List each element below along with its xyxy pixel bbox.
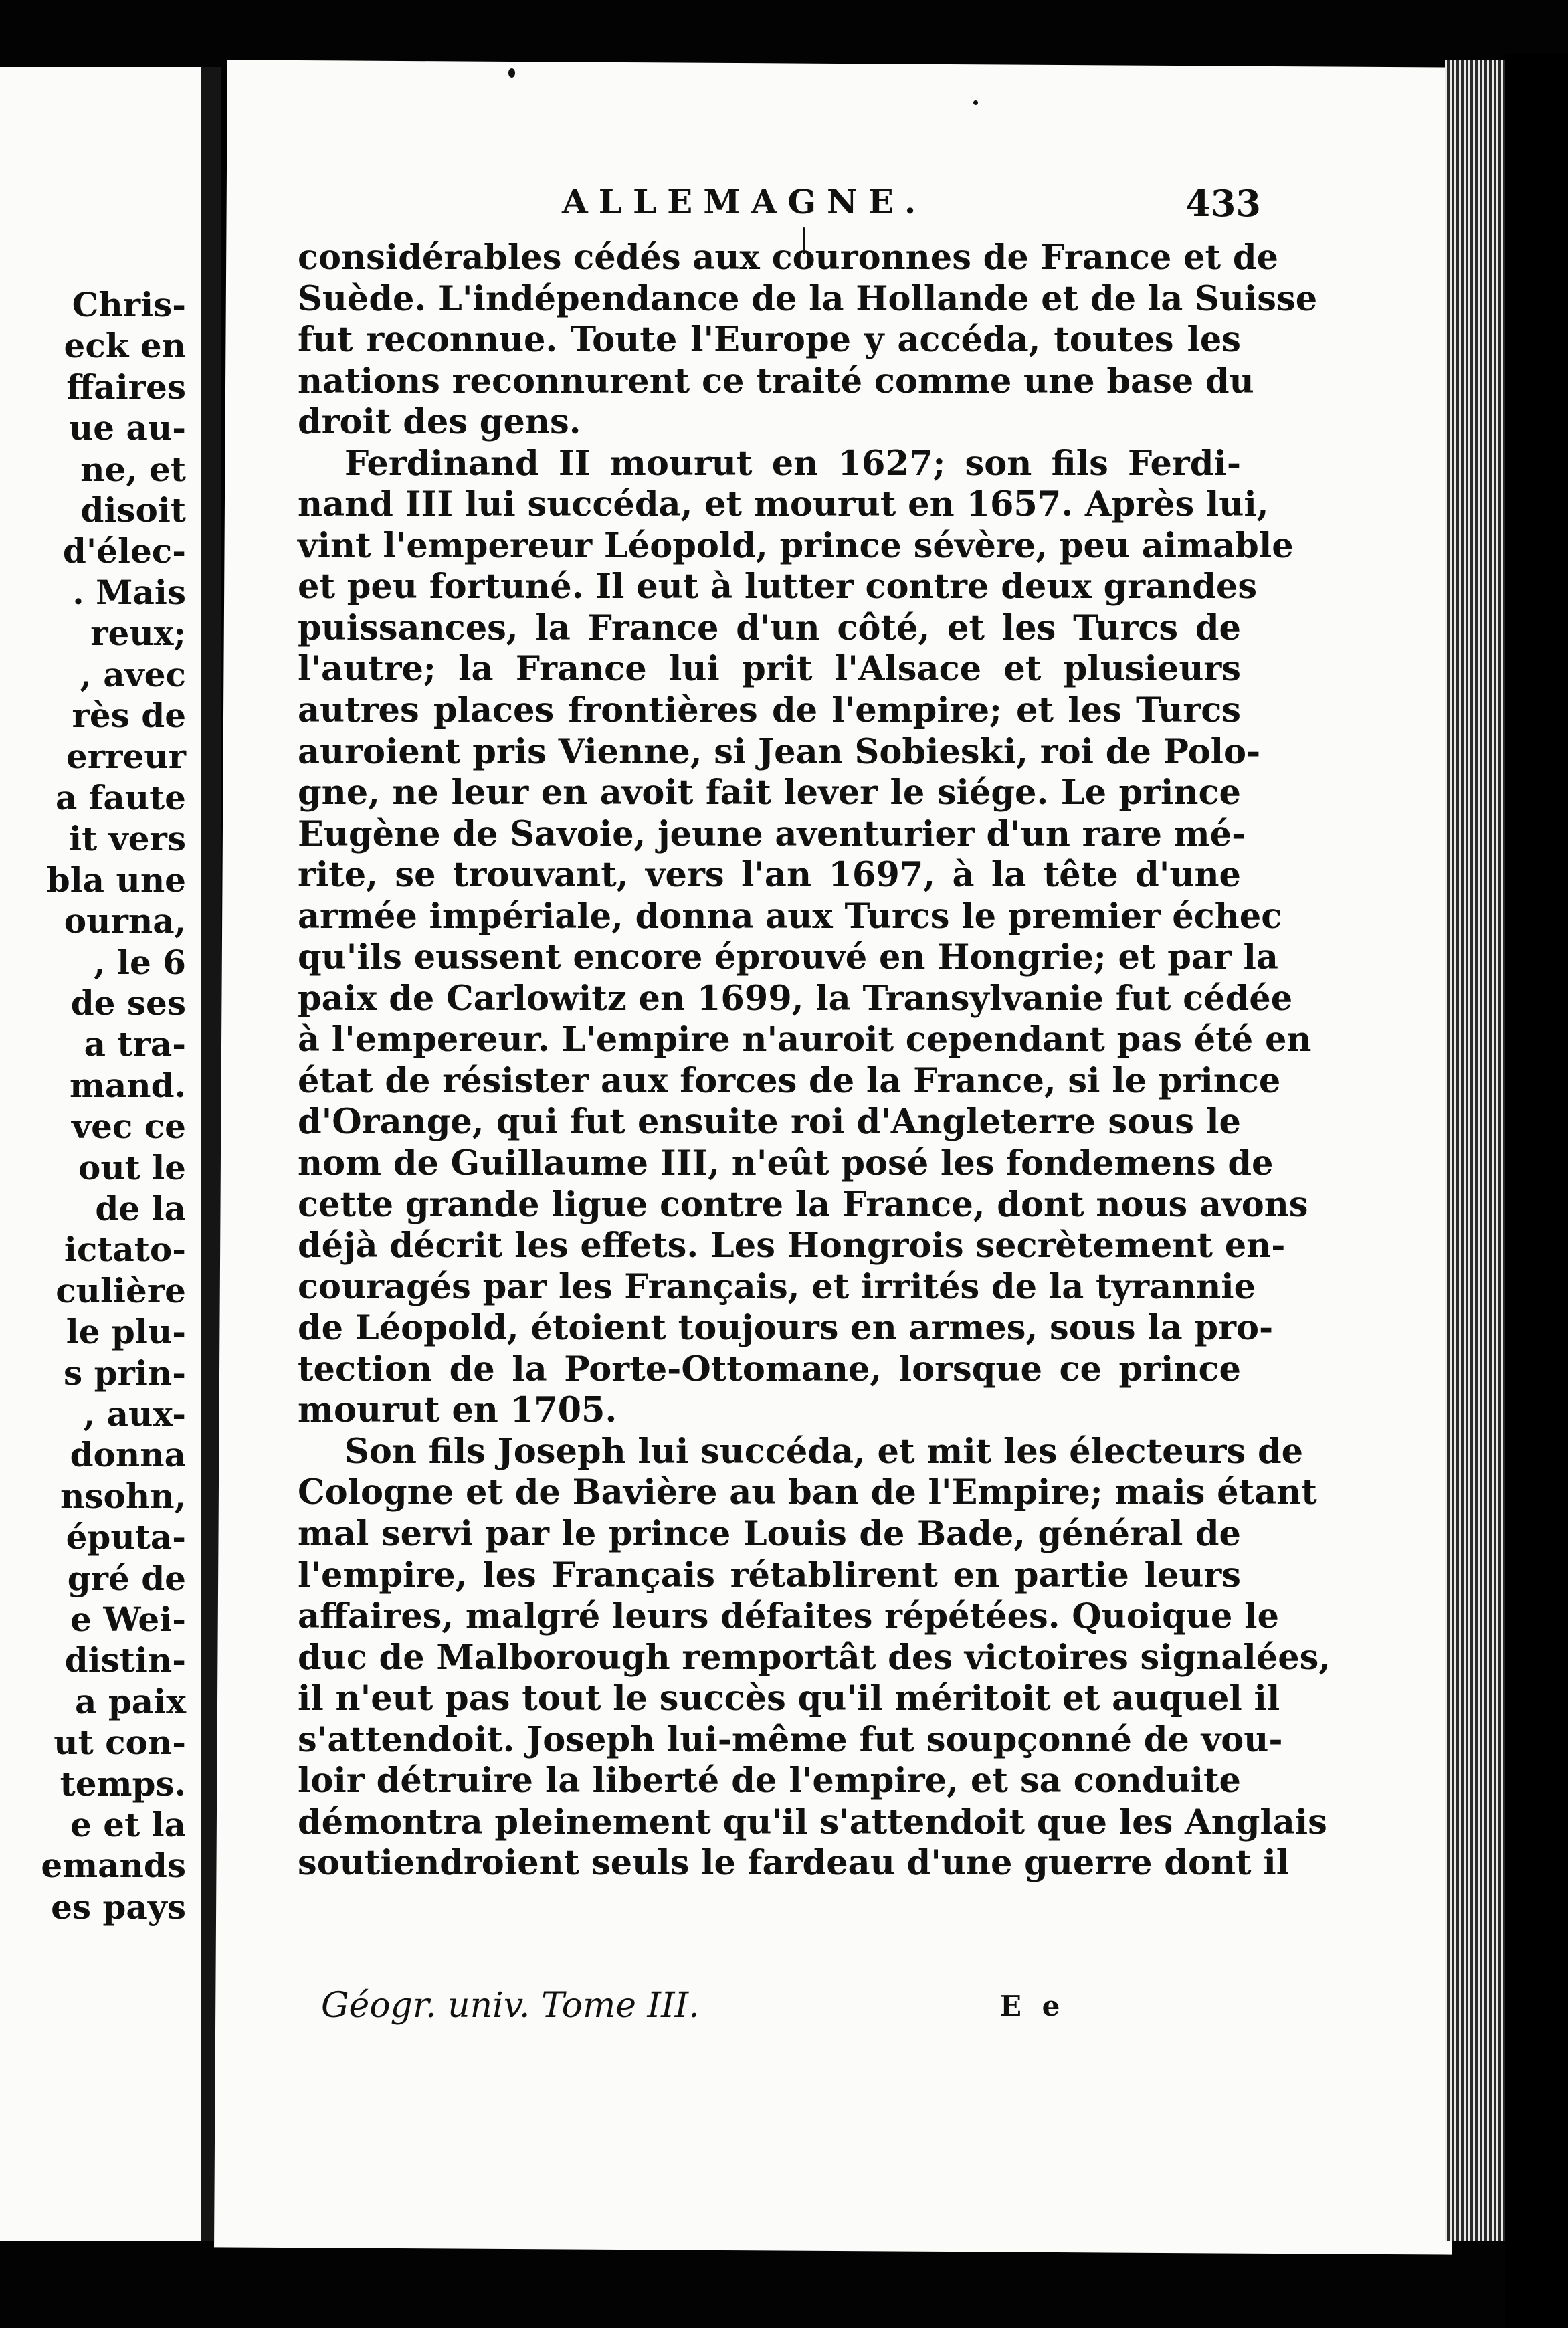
text-line: armée impériale, donna aux Turcs le premier échec bbox=[298, 896, 1282, 937]
text-line: auroient pris Vienne, si Jean Sobieski, roi de Polo- bbox=[298, 731, 1261, 772]
ink-speck bbox=[973, 100, 978, 105]
text-line: vint l'empereur Léopold, prince sévère, peu aimable bbox=[298, 525, 1294, 566]
text-line: considérables cédés aux couronnes de France et de bbox=[298, 237, 1278, 278]
text-line: affaires, malgré leurs défaites répétées. Quoique le bbox=[298, 1596, 1279, 1637]
text-line: paix de Carlowitz en 1699, la Transylvanie fut cédée bbox=[298, 978, 1293, 1019]
ink-speck bbox=[508, 68, 515, 78]
text-line: nom de Guillaume III, n'eût posé les fondemens de bbox=[298, 1143, 1274, 1184]
footer-title: Géogr. univ. Tome III. bbox=[321, 1985, 700, 2026]
text-line: autres places frontières de l'empire; et les Turcs bbox=[298, 690, 1241, 731]
text-line: à l'empereur. L'empire n'auroit cependant pas été en bbox=[298, 1020, 1312, 1060]
text-line: gne, ne leur en avoit fait lever le siége. Le prince bbox=[298, 773, 1241, 813]
left-page-line: temps. bbox=[60, 1763, 186, 1804]
paragraph-first-line: Ferdinand II mourut en 1627; son fils Ferdi- bbox=[345, 443, 1241, 484]
page-footer bbox=[321, 1985, 1191, 2032]
left-page-line: distin- bbox=[64, 1640, 186, 1680]
text-line: soutiendroient seuls le fardeau d'une guerre dont il bbox=[298, 1843, 1290, 1884]
page-body bbox=[298, 237, 1331, 1884]
left-page-line: it vers bbox=[69, 819, 186, 859]
paragraph-end-line: mourut en 1705. bbox=[298, 1390, 617, 1431]
left-page-line: de la bbox=[95, 1188, 186, 1228]
left-page-line: ourna, bbox=[64, 901, 186, 941]
left-page-text bbox=[41, 284, 186, 1927]
left-page-line: culière bbox=[56, 1270, 186, 1311]
text-line: l'empire, les Français rétablirent en partie leurs bbox=[298, 1555, 1241, 1595]
left-page-line: . Mais bbox=[72, 572, 186, 612]
left-page-line: , avec bbox=[80, 654, 186, 694]
text-line: et peu fortuné. Il eut à lutter contre deux grandes bbox=[298, 567, 1258, 607]
text-line: qu'ils eussent encore éprouvé en Hongrie; et par la bbox=[298, 937, 1278, 978]
left-page-line: ictato- bbox=[64, 1230, 186, 1270]
left-page-line: bla une bbox=[46, 860, 186, 900]
text-line: puissances, la France d'un côté, et les Turcs de bbox=[298, 607, 1241, 648]
text-line: loir détruire la liberté de l'empire, et sa conduite bbox=[298, 1761, 1241, 1802]
left-page-line: rès de bbox=[72, 696, 186, 736]
left-page-line: e et la bbox=[70, 1805, 186, 1845]
left-page-line: gré de bbox=[67, 1558, 186, 1598]
left-page-line: , le 6 bbox=[94, 942, 186, 982]
left-page-line: ue au- bbox=[68, 408, 186, 448]
running-head: ALLEMAGNE. bbox=[562, 182, 927, 221]
text-line: Eugène de Savoie, jeune aventurier d'un rare mé- bbox=[298, 813, 1246, 854]
left-page-line: reux; bbox=[90, 613, 186, 654]
left-page-line: erreur bbox=[66, 737, 186, 777]
left-page-line: s prin- bbox=[64, 1353, 186, 1393]
paragraph-end-line: droit des gens. bbox=[298, 402, 581, 443]
text-line: nations reconnurent ce traité comme une base du bbox=[298, 361, 1254, 401]
page-edges bbox=[1445, 60, 1505, 2241]
text-line: cette grande ligue contre la France, dont nous avons bbox=[298, 1184, 1308, 1225]
scan-background-edge bbox=[1505, 54, 1568, 2328]
left-page-line: éputa- bbox=[66, 1517, 186, 1557]
left-page-line: de ses bbox=[70, 983, 186, 1023]
left-page-line: emands bbox=[41, 1846, 186, 1886]
left-page-line: e Wei- bbox=[70, 1599, 186, 1639]
text-line: déjà décrit les effets. Les Hongrois secrètement en- bbox=[298, 1226, 1286, 1266]
page-header bbox=[334, 182, 1261, 229]
text-line: il n'eut pas tout le succès qu'il méritoit et auquel il bbox=[298, 1678, 1280, 1719]
signature-mark: E e bbox=[1000, 1990, 1066, 2022]
left-page-line: ut con- bbox=[54, 1723, 186, 1763]
left-page-line: mand. bbox=[69, 1065, 186, 1105]
left-page-line: ne, et bbox=[80, 449, 186, 489]
left-page-line: nsohn, bbox=[60, 1476, 186, 1516]
left-page-line: , aux- bbox=[83, 1393, 186, 1434]
paragraph-first-line: Son fils Joseph lui succéda, et mit les électeurs de bbox=[345, 1431, 1304, 1472]
text-line: état de résister aux forces de la France, si le prince bbox=[298, 1060, 1281, 1101]
text-line: démontra pleinement qu'il s'attendoit que les Anglais bbox=[298, 1802, 1327, 1842]
left-page-line: eck en bbox=[64, 326, 186, 366]
left-page-line: a paix bbox=[75, 1681, 186, 1721]
left-page-line: a faute bbox=[56, 777, 186, 817]
text-line: duc de Malborough remportât des victoires signalées, bbox=[298, 1637, 1331, 1678]
left-page-line: out le bbox=[78, 1147, 186, 1187]
text-line: couragés par les Français, et irrités de la tyrannie bbox=[298, 1266, 1256, 1307]
left-page-line: donna bbox=[70, 1435, 186, 1475]
text-line: de Léopold, étoient toujours en armes, sous la pro- bbox=[298, 1308, 1274, 1349]
left-page-line: Chris- bbox=[72, 285, 186, 324]
text-line: mal servi par le prince Louis de Bade, général de bbox=[298, 1513, 1241, 1554]
text-line: rite, se trouvant, vers l'an 1697, à la tête d'une bbox=[298, 855, 1241, 896]
text-line: Cologne et de Bavière au ban de l'Empire; mais étant bbox=[298, 1472, 1317, 1513]
left-page-line: vec ce bbox=[72, 1106, 186, 1147]
page-number: 433 bbox=[1185, 182, 1261, 225]
text-line: s'attendoit. Joseph lui-même fut soupçonné de vou- bbox=[298, 1719, 1283, 1760]
left-facing-page bbox=[0, 67, 201, 2241]
text-line: l'autre; la France lui prit l'Alsace et plusieurs bbox=[298, 649, 1241, 690]
left-page-line: le plu- bbox=[66, 1312, 186, 1352]
text-line: tection de la Porte-Ottomane, lorsque ce prince bbox=[298, 1349, 1241, 1389]
text-line: Suède. L'indépendance de la Hollande et de la Suisse bbox=[298, 278, 1318, 319]
left-page-line: disoit bbox=[80, 490, 186, 530]
text-line: fut reconnue. Toute l'Europe y accéda, toutes les bbox=[298, 320, 1241, 361]
left-page-line: a tra- bbox=[84, 1024, 186, 1064]
text-line: d'Orange, qui fut ensuite roi d'Angleterre sous le bbox=[298, 1102, 1241, 1143]
left-page-line: d'élec- bbox=[62, 531, 186, 571]
left-page-line: ffaires bbox=[66, 367, 186, 407]
left-page-line: es pays bbox=[51, 1886, 186, 1927]
text-line: nand III lui succéda, et mourut en 1657. Après lui, bbox=[298, 484, 1269, 525]
